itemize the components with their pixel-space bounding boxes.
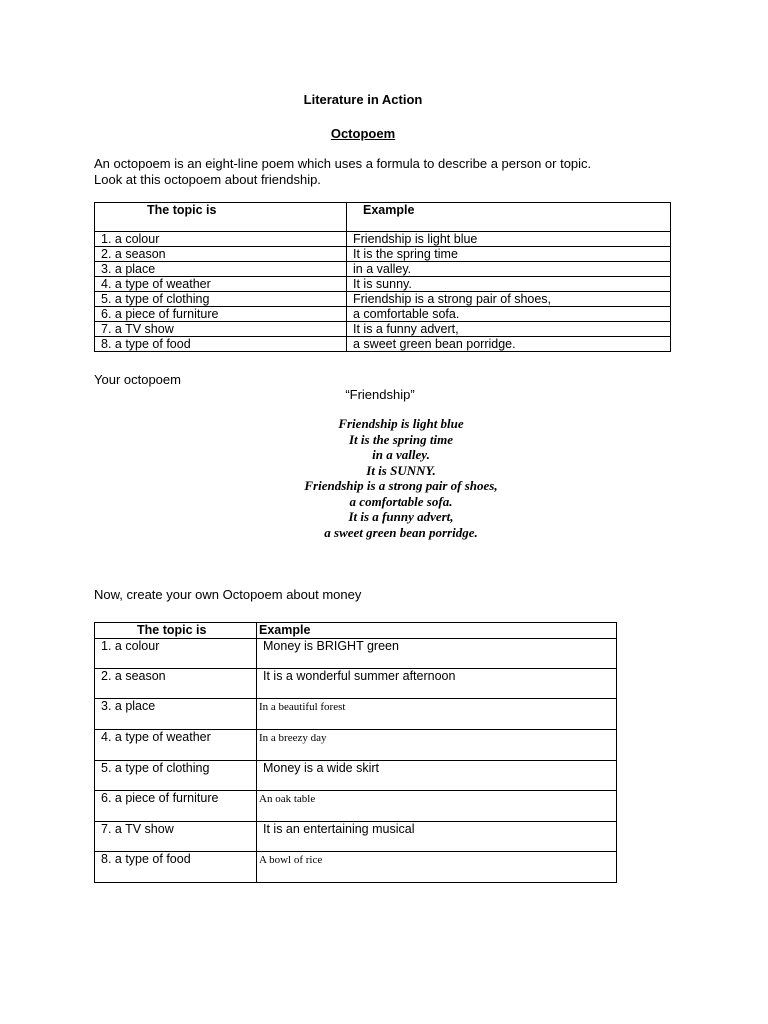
poem-block [0, 416, 768, 540]
example-cell: a comfortable sofa. [347, 307, 671, 322]
topic-cell: 7. a TV show [95, 322, 347, 337]
poem-line: Friendship is a strong pair of shoes, [304, 478, 498, 493]
topic-cell: 5. a type of clothing [95, 292, 347, 307]
topic-cell: 8. a type of food [95, 337, 347, 352]
intro-line-1: An octopoem is an eight-line poem which uses a formula to describe a person or topic. [94, 156, 592, 171]
table-row [95, 292, 671, 307]
table-row [95, 791, 617, 822]
topic-cell: 4. a type of weather [95, 277, 347, 292]
example-cell: Friendship is a strong pair of shoes, [347, 292, 671, 307]
example-cell: An oak table [257, 791, 617, 822]
topic-cell: 3. a place [95, 262, 347, 277]
example-cell: It is a wonderful summer afternoon [257, 669, 617, 699]
example-cell: In a breezy day [257, 730, 617, 761]
document-title: Literature in Action [303, 92, 423, 107]
example-cell: It is an entertaining musical [257, 822, 617, 852]
topic-cell: 6. a piece of furniture [95, 307, 347, 322]
intro-line-2: Look at this octopoem about friendship. [94, 172, 321, 187]
topic-cell: 2. a season [95, 247, 347, 262]
header-topic: The topic is [95, 623, 257, 639]
topic-cell: 8. a type of food [95, 852, 257, 883]
poem-line: a comfortable sofa. [349, 493, 453, 509]
table-row [95, 247, 671, 262]
topic-cell: 1. a colour [95, 639, 257, 669]
example-cell: Money is BRIGHT green [257, 639, 617, 669]
table-row [95, 307, 671, 322]
table-header-row [95, 203, 671, 232]
topic-cell: 7. a TV show [95, 822, 257, 852]
example-cell: A bowl of rice [257, 852, 617, 883]
poem-title: “Friendship” [345, 387, 415, 402]
table-row [95, 639, 617, 669]
header-topic: The topic is [95, 203, 347, 232]
poem-line: a sweet green bean porridge. [324, 524, 478, 540]
table-row [95, 232, 671, 247]
intro-paragraph [94, 156, 694, 188]
table-row [95, 822, 617, 852]
topic-cell: 1. a colour [95, 232, 347, 247]
example-cell: It is a funny advert, [347, 322, 671, 337]
example-cell: It is sunny. [347, 277, 671, 292]
table-row [95, 277, 671, 292]
example-cell: a sweet green bean porridge. [347, 337, 671, 352]
document-subtitle: Octopoem [330, 126, 396, 141]
example-cell: Money is a wide skirt [257, 761, 617, 791]
topic-cell: 3. a place [95, 699, 257, 730]
topic-cell: 6. a piece of furniture [95, 791, 257, 822]
table-row [95, 322, 671, 337]
example-cell: In a beautiful forest [257, 699, 617, 730]
example-cell: It is the spring time [347, 247, 671, 262]
example-cell: in a valley. [347, 262, 671, 277]
table-row [95, 852, 617, 883]
poem-line: Friendship is light blue [338, 416, 464, 431]
table-row [95, 699, 617, 730]
money-octopoem-table [94, 622, 617, 883]
table-header-row [95, 623, 617, 639]
friendship-example-table [94, 202, 671, 352]
table-row [95, 262, 671, 277]
example-cell: Friendship is light blue [347, 232, 671, 247]
topic-cell: 2. a season [95, 669, 257, 699]
topic-cell: 4. a type of weather [95, 730, 257, 761]
table-row [95, 337, 671, 352]
table-row [95, 730, 617, 761]
header-example: Example [257, 623, 617, 639]
topic-cell: 5. a type of clothing [95, 761, 257, 791]
header-example: Example [347, 203, 671, 232]
money-prompt: Now, create your own Octopoem about money [94, 587, 362, 602]
table-row [95, 669, 617, 699]
poem-line: It is the spring time [348, 431, 454, 447]
poem-line: in a valley. [372, 447, 430, 462]
poem-line: It is a funny advert, [348, 509, 454, 524]
your-octopoem-label: Your octopoem [94, 372, 181, 387]
poem-line: It is SUNNY. [366, 462, 436, 478]
table-row [95, 761, 617, 791]
